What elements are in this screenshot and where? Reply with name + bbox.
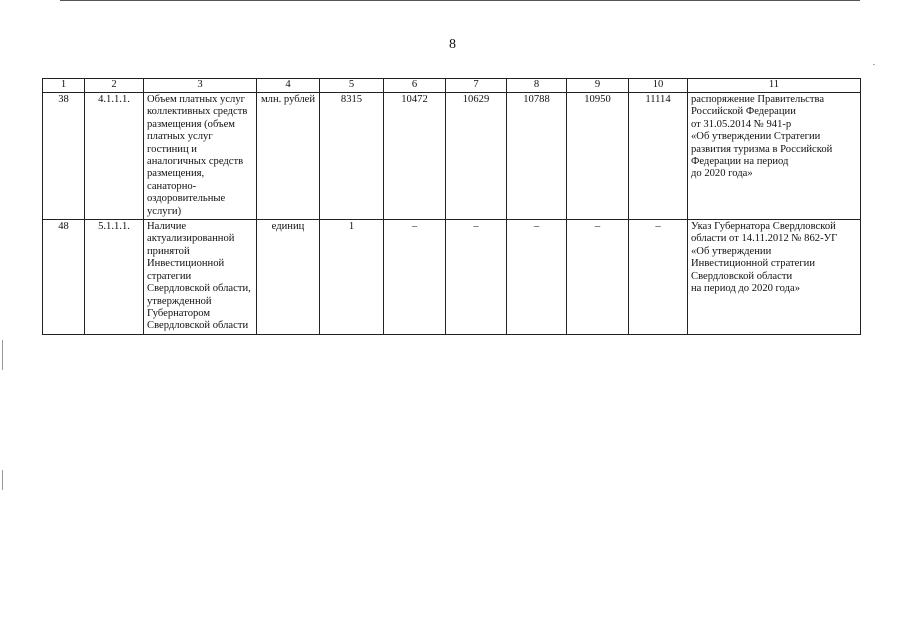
- unit-of-measure: единиц: [257, 220, 320, 335]
- column-header: 4: [257, 79, 320, 93]
- page-number: 8: [449, 37, 456, 52]
- legal-source: распоряжение Правительства Российской Федерации от 31.05.2014 № 941-р «Об утверждении Стратегии развития туризма в Российской Федерации на период до 2020 года»: [688, 93, 861, 220]
- value-cell: 1: [320, 220, 384, 335]
- column-header: 7: [446, 79, 507, 93]
- indicators-table: [42, 78, 861, 335]
- column-header: 3: [144, 79, 257, 93]
- value-cell: –: [629, 220, 688, 335]
- column-header: 2: [85, 79, 144, 93]
- indicator-name: Наличие актуализированной принятой Инвестиционной стратегии Свердловской области, утвержденной Губернатором Свердловской области: [144, 220, 257, 335]
- row-number: 48: [43, 220, 85, 335]
- table-header-row: [43, 79, 861, 93]
- indicator-code: 5.1.1.1.: [85, 220, 144, 335]
- column-header: 5: [320, 79, 384, 93]
- value-cell: 11114: [629, 93, 688, 220]
- unit-of-measure: млн. рублей: [257, 93, 320, 220]
- column-header: 6: [384, 79, 446, 93]
- column-header: 11: [688, 79, 861, 93]
- legal-source: Указ Губернатора Свердловской области от 14.11.2012 № 862-УГ «Об утверждении Инвестиционной стратегии Свердловской области на период до 2020 года»: [688, 220, 861, 335]
- column-header: 9: [567, 79, 629, 93]
- scan-top-edge: [60, 0, 860, 1]
- value-cell: 8315: [320, 93, 384, 220]
- value-cell: –: [567, 220, 629, 335]
- scan-left-edge: [2, 470, 3, 490]
- value-cell: 10629: [446, 93, 507, 220]
- table-row: [43, 220, 861, 335]
- column-header: 1: [43, 79, 85, 93]
- column-header: 8: [507, 79, 567, 93]
- value-cell: –: [507, 220, 567, 335]
- row-number: 38: [43, 93, 85, 220]
- scan-speck: [873, 64, 875, 65]
- table-row: [43, 93, 861, 220]
- scan-left-edge: [2, 340, 3, 370]
- value-cell: 10788: [507, 93, 567, 220]
- value-cell: 10950: [567, 93, 629, 220]
- value-cell: –: [446, 220, 507, 335]
- value-cell: –: [384, 220, 446, 335]
- column-header: 10: [629, 79, 688, 93]
- indicator-code: 4.1.1.1.: [85, 93, 144, 220]
- indicator-name: Объем платных услуг коллективных средств размещения (объем платных услуг гостиниц и аналогичных средств размещения, санаторно- оздоровительные услуги): [144, 93, 257, 220]
- value-cell: 10472: [384, 93, 446, 220]
